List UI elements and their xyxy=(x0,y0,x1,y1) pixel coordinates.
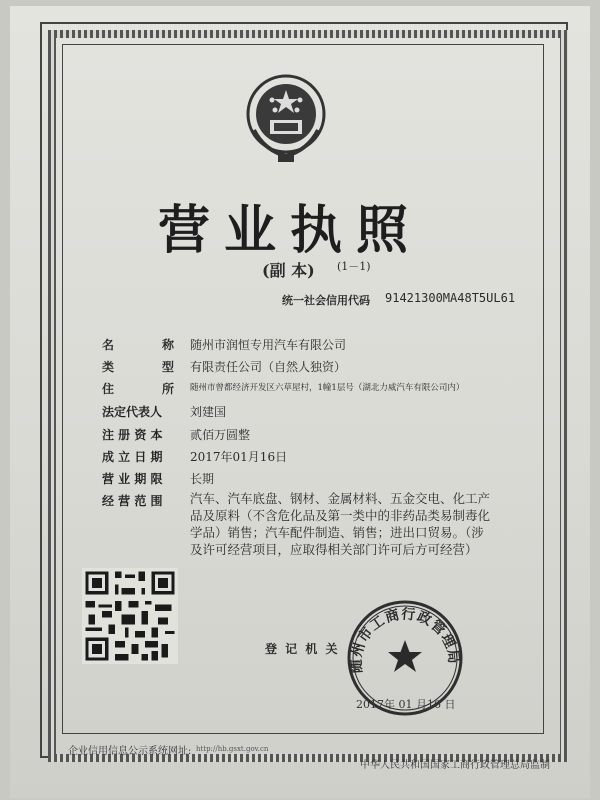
national-emblem-icon xyxy=(244,70,328,166)
name-label: 名 称 xyxy=(102,338,174,352)
scope-value: 汽车、汽车底盘、钢材、金属材料、五金交电、化工产品及原料（不含危化品及第一类中的非药品类易制毒化学品）销售；汽车配件制造、销售；进出口贸易。（涉及许可经营项目，应取得相关部门许可后方可经营） xyxy=(190,491,491,557)
address-label: 住 所 xyxy=(102,382,174,396)
type-value: 有限责任公司（自然人独资） xyxy=(190,360,347,374)
credit-code: 91421300MA48T5UL61 xyxy=(385,291,516,305)
credit-code-label: 统一社会信用代码 xyxy=(282,294,370,307)
footer-issuer: 中华人民共和国国家工商行政管理总局监制 xyxy=(360,760,550,771)
capital-value: 贰佰万圆整 xyxy=(190,428,251,442)
address-value: 随州市曾都经济开发区六草屋村，1幢1层号（湖北力威汽车有限公司内） xyxy=(190,383,465,393)
license-title: 营业执照 xyxy=(157,200,422,261)
copy-label: (副 本) xyxy=(262,261,315,280)
est-date-label: 成 立 日 期 xyxy=(102,450,163,464)
footer-website-label: 企业信用信息公示系统网址: xyxy=(68,746,192,757)
term-label: 营 业 期 限 xyxy=(102,472,163,486)
capital-label: 注 册 资 本 xyxy=(102,428,163,442)
name-value: 随州市润恒专用汽车有限公司 xyxy=(190,338,347,352)
term-value: 长期 xyxy=(190,472,215,486)
qr-code-icon xyxy=(82,568,178,664)
issue-date: 2017年 01 月16 日 xyxy=(356,698,456,711)
copy-number: (1－1) xyxy=(337,260,371,273)
est-date-value: 2017年01月16日 xyxy=(190,450,288,464)
type-label: 类 型 xyxy=(102,360,174,374)
registration-authority-label: 登 记 机 关 xyxy=(265,642,340,656)
footer-website-url: http://hb.gsxt.gov.cn xyxy=(196,745,269,753)
scope-label: 经 营 范 围 xyxy=(102,494,163,508)
svg-text:随州市工商行政管理局: 随州市工商行政管理局 xyxy=(348,606,462,674)
legal-rep-value: 刘建国 xyxy=(190,405,227,419)
legal-rep-label: 法定代表人 xyxy=(102,405,163,419)
